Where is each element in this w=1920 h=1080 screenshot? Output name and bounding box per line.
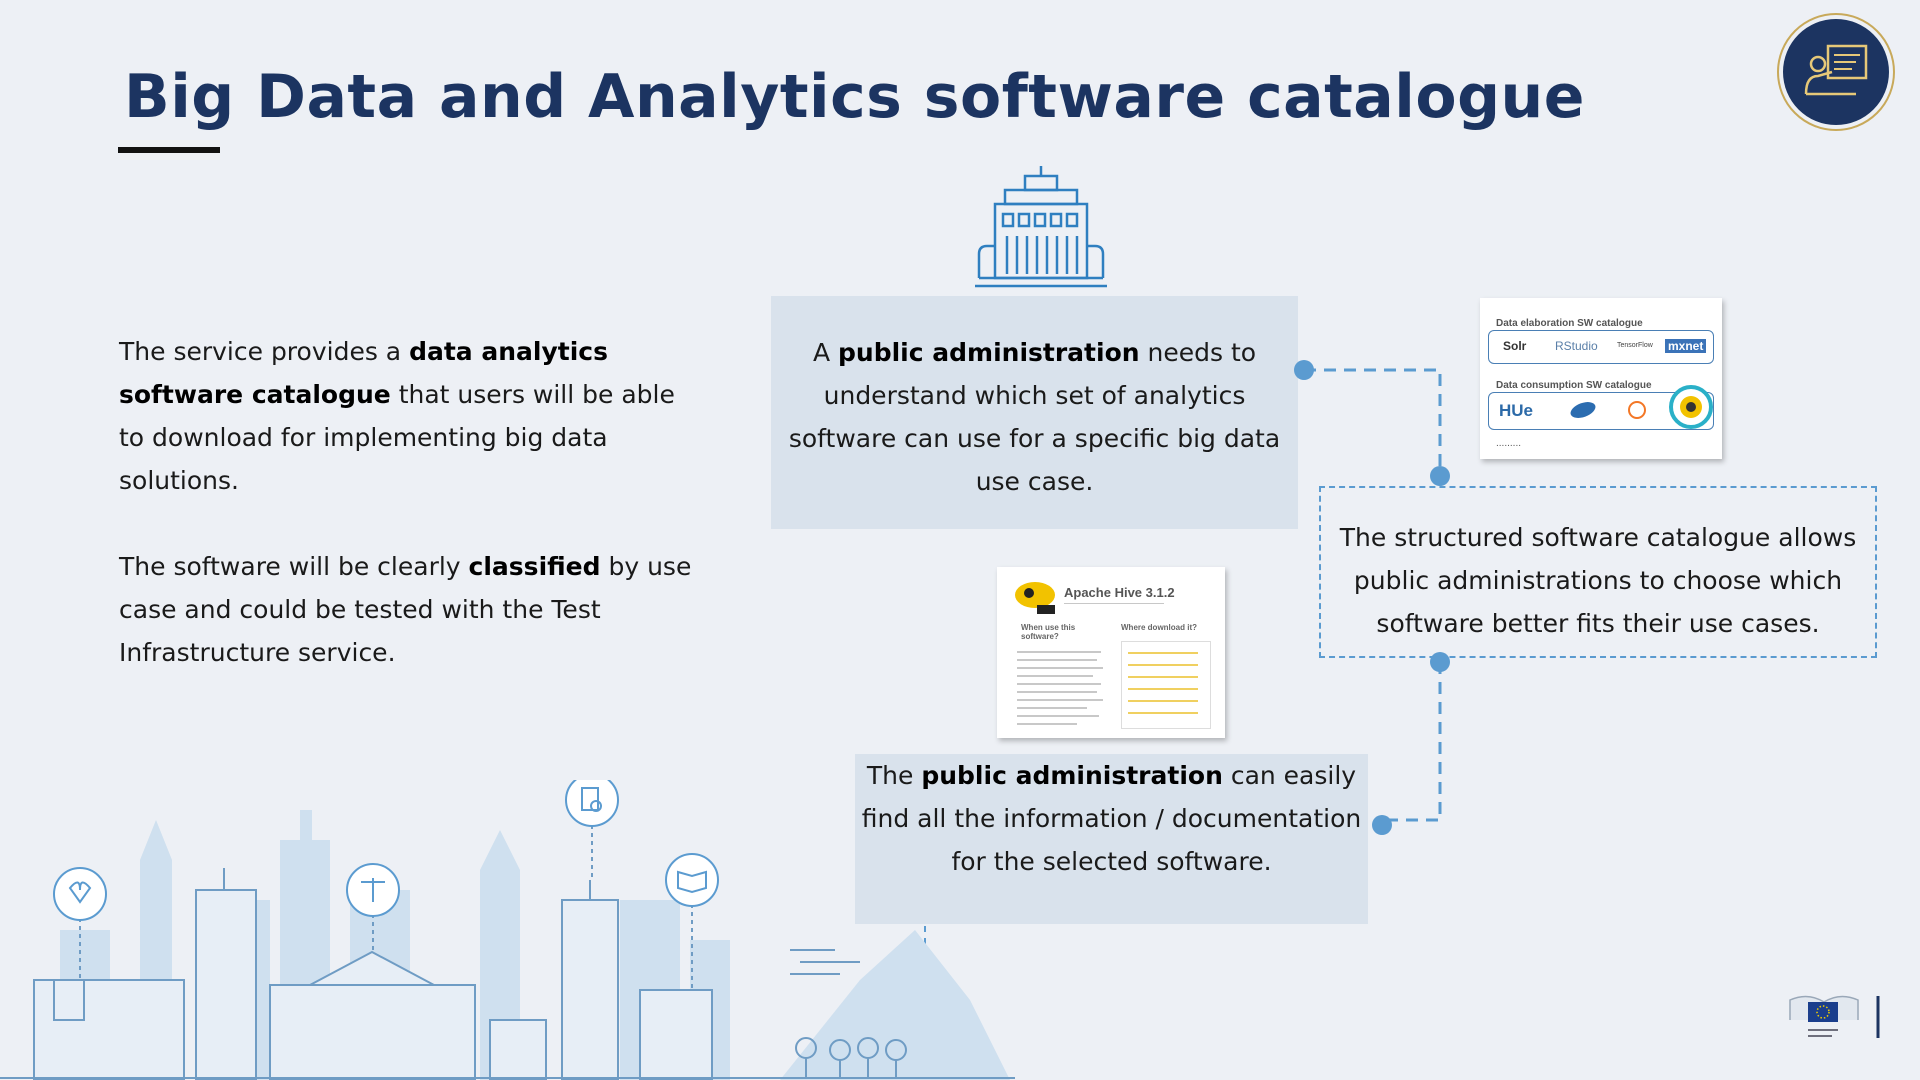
hive-logo-highlighted — [1667, 383, 1715, 431]
catalogue-benefit-box — [1319, 486, 1877, 658]
solr-logo: Solr — [1503, 339, 1527, 353]
body-text: needs to understand which set of analytics software can use for a specific big data use case. — [788, 338, 1281, 496]
presenter-board-icon — [1776, 12, 1896, 132]
body-text: can easily find all the information / documentation for the selected software. — [861, 761, 1362, 876]
need-box — [771, 296, 1298, 529]
download-list — [1121, 641, 1211, 729]
title-underline — [118, 147, 220, 153]
when-heading: When use this software? — [1021, 623, 1076, 641]
hive-documentation-thumbnail — [997, 567, 1225, 738]
body-text: A — [812, 338, 839, 367]
public-administration-building-icon — [975, 164, 1107, 289]
more-ellipsis: ......... — [1496, 438, 1522, 449]
apache-zeppelin-logo — [1569, 399, 1597, 421]
software-catalogue-thumbnail — [1480, 298, 1722, 459]
body-text: by use case and could be tested with the Test Infrastructure service. — [119, 552, 692, 667]
elaboration-label: Data elaboration SW catalogue — [1496, 318, 1643, 329]
body-text: The service provides a — [119, 337, 410, 366]
body-text: The — [866, 761, 922, 790]
elaboration-logo-row — [1488, 330, 1714, 364]
jupyter-logo — [1625, 399, 1649, 421]
heart-health-icon — [54, 868, 106, 920]
consumption-logo-row — [1488, 392, 1714, 430]
connector-dot — [1430, 466, 1450, 486]
service-description — [119, 330, 699, 717]
european-commission-logo — [1788, 986, 1882, 1042]
hue-logo: HUe — [1499, 401, 1534, 420]
emphasis-text: public administration — [921, 761, 1223, 790]
hive-logo — [1011, 577, 1059, 617]
city-skyline-illustration — [0, 780, 1020, 1080]
page-title: Big Data and Analytics software catalogue — [124, 62, 1585, 132]
mxnet-logo: mxnet — [1665, 339, 1706, 353]
hive-title: Apache Hive 3.1.2 — [1064, 585, 1175, 600]
connector-dot — [1372, 815, 1392, 835]
emphasis-text: public administration — [838, 338, 1140, 367]
emphasis-text: data analytics software catalogue — [119, 337, 608, 409]
consumption-label: Data consumption SW catalogue — [1496, 380, 1652, 391]
open-book-icon — [666, 854, 718, 906]
body-text: The structured software catalogue allows public administrations to choose which software better fits their use cases. — [1339, 523, 1857, 638]
description-paragraph-1 — [119, 330, 699, 502]
where-heading: Where download it? — [1121, 623, 1197, 632]
rstudio-logo: RStudio — [1555, 339, 1598, 353]
emphasis-text: classified — [468, 552, 601, 581]
body-text: that users will be able to download for implementing big data solutions. — [119, 380, 675, 495]
body-text: The software will be clearly — [119, 552, 469, 581]
description-paragraph-2 — [119, 545, 699, 674]
tensorflow-logo: TensorFlow — [1617, 342, 1653, 349]
